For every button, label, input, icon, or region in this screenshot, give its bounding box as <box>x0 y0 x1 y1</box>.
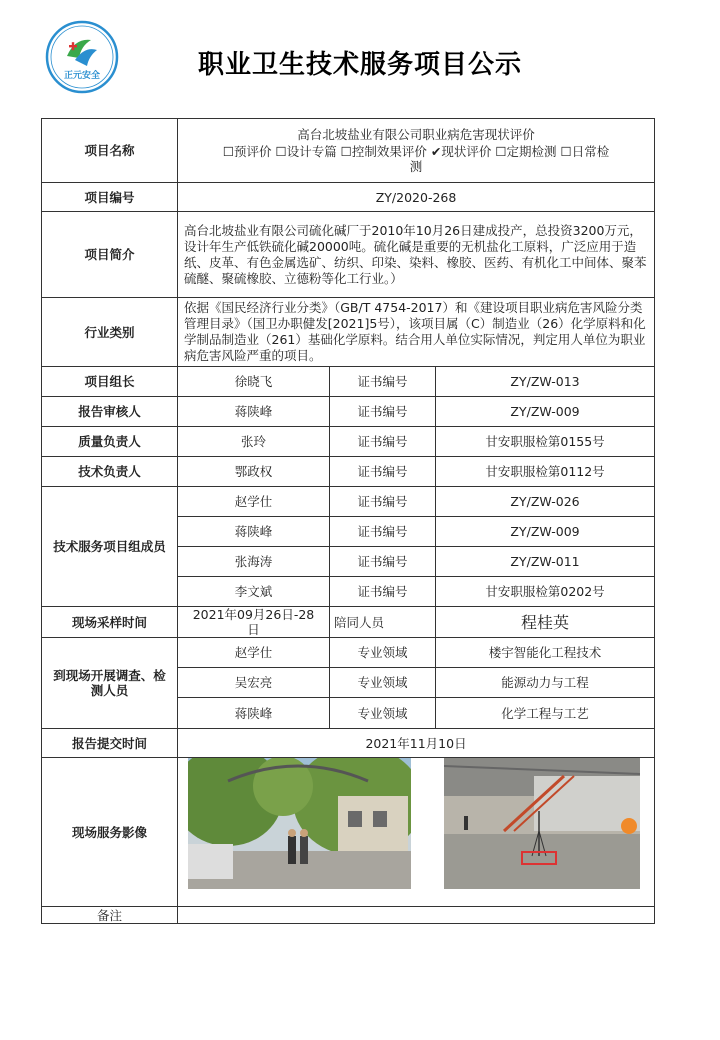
photos-row <box>42 758 655 907</box>
staff-name: 蒋陕峰 <box>178 397 330 427</box>
staff-name: 张玲 <box>178 427 330 457</box>
survey-name: 吴宏亮 <box>178 668 330 698</box>
project-no-value: ZY/2020-268 <box>178 183 655 212</box>
companion-name: 程桂英 <box>436 607 655 638</box>
member-cert-label: 证书编号 <box>330 487 436 517</box>
member-row <box>42 487 655 517</box>
industry-row <box>42 298 655 367</box>
member-cert-label: 证书编号 <box>330 577 436 607</box>
staff-cert-label: 证书编号 <box>330 397 436 427</box>
survey-label <box>42 638 178 729</box>
remark-label: 备注 <box>42 907 178 924</box>
staff-role: 报告审核人 <box>42 397 178 427</box>
survey-name: 蒋陕峰 <box>178 698 330 729</box>
member-cert-label: 证书编号 <box>330 517 436 547</box>
project-name-row <box>42 119 655 183</box>
companion-label: 陪同人员 <box>330 607 436 638</box>
survey-name: 赵学仕 <box>178 638 330 668</box>
survey-row <box>42 638 655 668</box>
survey-label-line2: 测人员 <box>90 683 129 698</box>
staff-row <box>42 367 655 397</box>
remark-value <box>178 907 655 924</box>
member-name: 赵学仕 <box>178 487 330 517</box>
summary-label: 项目简介 <box>42 212 178 298</box>
site-photo-plant <box>444 758 640 890</box>
photos-label: 现场服务影像 <box>42 758 178 907</box>
site-photo-gate <box>188 758 411 890</box>
sampling-row <box>42 607 655 638</box>
survey-field-label: 专业领域 <box>330 698 436 729</box>
summary-row <box>42 212 655 298</box>
staff-cert-label: 证书编号 <box>330 427 436 457</box>
staff-cert-label: 证书编号 <box>330 457 436 487</box>
submit-row <box>42 729 655 758</box>
staff-row <box>42 457 655 487</box>
project-name-label: 项目名称 <box>42 119 178 183</box>
member-cert: 甘安职服检第0202号 <box>436 577 655 607</box>
members-label: 技术服务项目组成员 <box>42 487 178 607</box>
submit-label: 报告提交时间 <box>42 729 178 758</box>
survey-field: 能源动力与工程 <box>436 668 655 698</box>
survey-field-label: 专业领域 <box>330 638 436 668</box>
staff-name: 徐晓飞 <box>178 367 330 397</box>
project-name-value: 高台北坡盐业有限公司职业病危害现状评价 <box>297 127 535 142</box>
industry-label: 行业类别 <box>42 298 178 367</box>
member-name: 蒋陕峰 <box>178 517 330 547</box>
project-name-cell <box>178 119 655 183</box>
staff-role: 质量负责人 <box>42 427 178 457</box>
staff-row <box>42 397 655 427</box>
survey-field: 化学工程与工艺 <box>436 698 655 729</box>
remark-row <box>42 907 655 924</box>
project-no-label: 项目编号 <box>42 183 178 212</box>
member-cert: ZY/ZW-009 <box>436 517 655 547</box>
member-name: 李文斌 <box>178 577 330 607</box>
summary-value: 高台北坡盐业有限公司硫化碱厂于2010年10月26日建成投产，总投资3200万元，设计年生产低铁硫化碱20000吨。硫化碱是重要的无机盐化工原料，广泛应用于造纸、皮革、有色金属选矿、纺织、印染、染料、橡胶、医药、有机化工中间体、聚苯硫醚、聚硫橡胶、立德粉等化工行业。） <box>178 212 655 298</box>
staff-role: 项目组长 <box>42 367 178 397</box>
member-cert: ZY/ZW-026 <box>436 487 655 517</box>
industry-value: 依据《国民经济行业分类》（GB/T 4754-2017）和《建设项目职业病危害风险分类管理目录》（国卫办职健发[2021]5号），该项目属（C）制造业（26）化学原料和化学制品制造业（261）基础化学原料。结合用人单位实际情况，判定用人单位为职业病危害风险严重的项目。 <box>178 298 655 367</box>
survey-field-label: 专业领域 <box>330 668 436 698</box>
evaluation-type-options-wrap: 测 <box>409 159 423 174</box>
staff-cert: 甘安职服检第0112号 <box>436 457 655 487</box>
sampling-date-line1: 2021年09月26日-28 <box>192 607 315 622</box>
notice-table <box>41 118 655 924</box>
project-no-row <box>42 183 655 212</box>
member-cert: ZY/ZW-011 <box>436 547 655 577</box>
evaluation-type-options: ☐预评价 ☐设计专篇 ☐控制效果评价 ✔现状评价 ☐定期检测 ☐日常检 <box>222 144 610 159</box>
photos-cell <box>178 758 655 907</box>
sampling-label: 现场采样时间 <box>42 607 178 638</box>
submit-date: 2021年11月10日 <box>178 729 655 758</box>
survey-label-line1: 到现场开展调查、检 <box>53 668 166 683</box>
page-title: 职业卫生技术服务项目公示 <box>198 50 523 80</box>
staff-cert: ZY/ZW-013 <box>436 367 655 397</box>
company-logo <box>45 20 119 94</box>
member-name: 张海涛 <box>178 547 330 577</box>
sampling-date <box>178 607 330 638</box>
sampling-date-line2: 日 <box>247 622 260 637</box>
survey-field: 楼宇智能化工程技术 <box>436 638 655 668</box>
logo-text: 正元安全 <box>63 71 101 81</box>
staff-cert-label: 证书编号 <box>330 367 436 397</box>
staff-row <box>42 427 655 457</box>
staff-cert: ZY/ZW-009 <box>436 397 655 427</box>
staff-name: 鄂政权 <box>178 457 330 487</box>
staff-role: 技术负责人 <box>42 457 178 487</box>
member-cert-label: 证书编号 <box>330 547 436 577</box>
staff-cert: 甘安职服检第0155号 <box>436 427 655 457</box>
